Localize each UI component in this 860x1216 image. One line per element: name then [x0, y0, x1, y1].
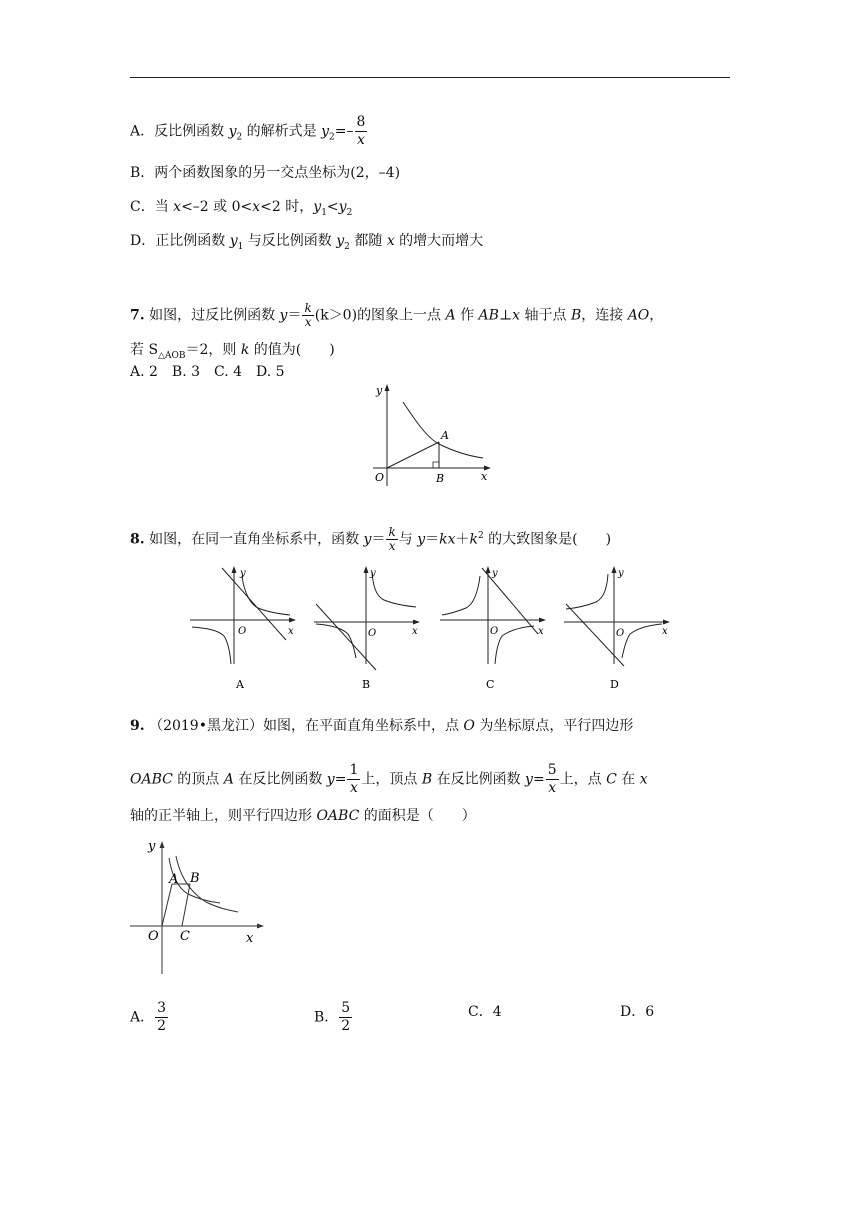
svg-text:x: x [662, 626, 668, 637]
q6-option-d: D．正比例函数 $y_1$ 与反比例函数 $y_2$ 都随 x 的增大而增大 [130, 233, 484, 252]
svg-text:y: y [370, 568, 376, 579]
svg-text:O: O [238, 626, 247, 637]
origin-label: O [375, 471, 385, 484]
q8-stem: 8. 如图，在同一直角坐标系中，函数 y＝ $\frac{k}{x}$ 与 $y=kx+k^2$ 的大致图象是( ) [130, 525, 612, 554]
svg-text:O: O [490, 626, 499, 637]
q7-choices: A. 2 B. 3 C. 4 D. 5 [130, 364, 285, 380]
q9-choice-d: D．6 [620, 1004, 655, 1020]
fraction: $\frac{8}{x}$ [356, 114, 366, 148]
point-b-label: B [436, 472, 445, 485]
y-axis-label: y [148, 839, 156, 854]
point-c-label: C [180, 929, 190, 944]
fraction: $\frac{k}{x}$ [304, 301, 312, 329]
point-a-label: A [169, 872, 179, 887]
q9-stem-line1: 9. （2019•黑龙江）如图，在平面直角坐标系中，点 O 为坐标原点，平行四边形 [130, 718, 634, 734]
fraction: $\frac{3}{2}$ [157, 1000, 167, 1034]
fraction: $\frac{5}{2}$ [341, 1000, 351, 1034]
origin-label: O [148, 929, 159, 944]
svg-text:y: y [618, 568, 624, 579]
q8-graph-a [188, 562, 300, 692]
q7-stem-line1: 7. 如图，过反比例函数 y＝ $\frac{k}{x}$ (k＞0)的图象上一点 A 作 AB⊥x 轴于点 B，连接 AO， [130, 301, 664, 329]
q6-option-a: A．反比例函数 $y_2$ 的解析式是 $y_2=-$ $\frac{8}{x}$ [130, 114, 366, 148]
graph-label: D [610, 678, 619, 691]
q9-choice-c: C．4 [468, 1004, 502, 1020]
header-rule [130, 77, 730, 78]
svg-text:x: x [538, 626, 544, 637]
svg-text:O: O [368, 628, 377, 639]
q9-figure [128, 836, 268, 976]
svg-text:y: y [240, 568, 246, 579]
svg-text:x: x [412, 626, 418, 637]
q6-option-c: C．当 x<–2 或 0<x<2 时，$y_1<y_2$ [130, 199, 353, 218]
q8-graph-b [312, 562, 424, 692]
fraction: $\frac{k}{x}$ [388, 525, 396, 554]
svg-text:O: O [616, 628, 625, 639]
q9-stem-line2: OABC 的顶点 A 在反比例函数 y= $\frac{1}{x}$ 上，顶点 B 在反比例函数 y= $\frac{5}{x}$ 上，点 C 在 x [130, 762, 648, 796]
point-a-label: A [441, 429, 449, 442]
graph-label: C [486, 678, 495, 691]
graph-label: B [362, 678, 371, 691]
q9-choice-a: A． $\frac{3}{2}$ [130, 1000, 167, 1034]
q6-option-b: B．两个函数图象的另一交点坐标为(2，–4) [130, 165, 401, 181]
x-axis-label: x [481, 470, 488, 483]
y-axis-label: y [376, 384, 383, 397]
q7-figure [365, 380, 495, 490]
fraction: $\frac{5}{x}$ [547, 762, 557, 796]
q7-stem-line2: 若 $S_{\triangle AOB}=2$，则 k 的值为( ) [130, 342, 335, 361]
q8-graph-d [562, 562, 674, 692]
q8-graph-c [438, 562, 550, 692]
svg-text:y: y [492, 568, 498, 579]
svg-text:x: x [288, 626, 294, 637]
q9-choice-b: B． $\frac{5}{2}$ [314, 1000, 351, 1034]
q9-stem-line3: 轴的正半轴上，则平行四边形 OABC 的面积是（ ） [130, 808, 476, 824]
fraction: $\frac{1}{x}$ [349, 762, 359, 796]
x-axis-label: x [246, 931, 254, 946]
graph-label: A [236, 678, 244, 691]
point-b-label: B [190, 871, 200, 886]
